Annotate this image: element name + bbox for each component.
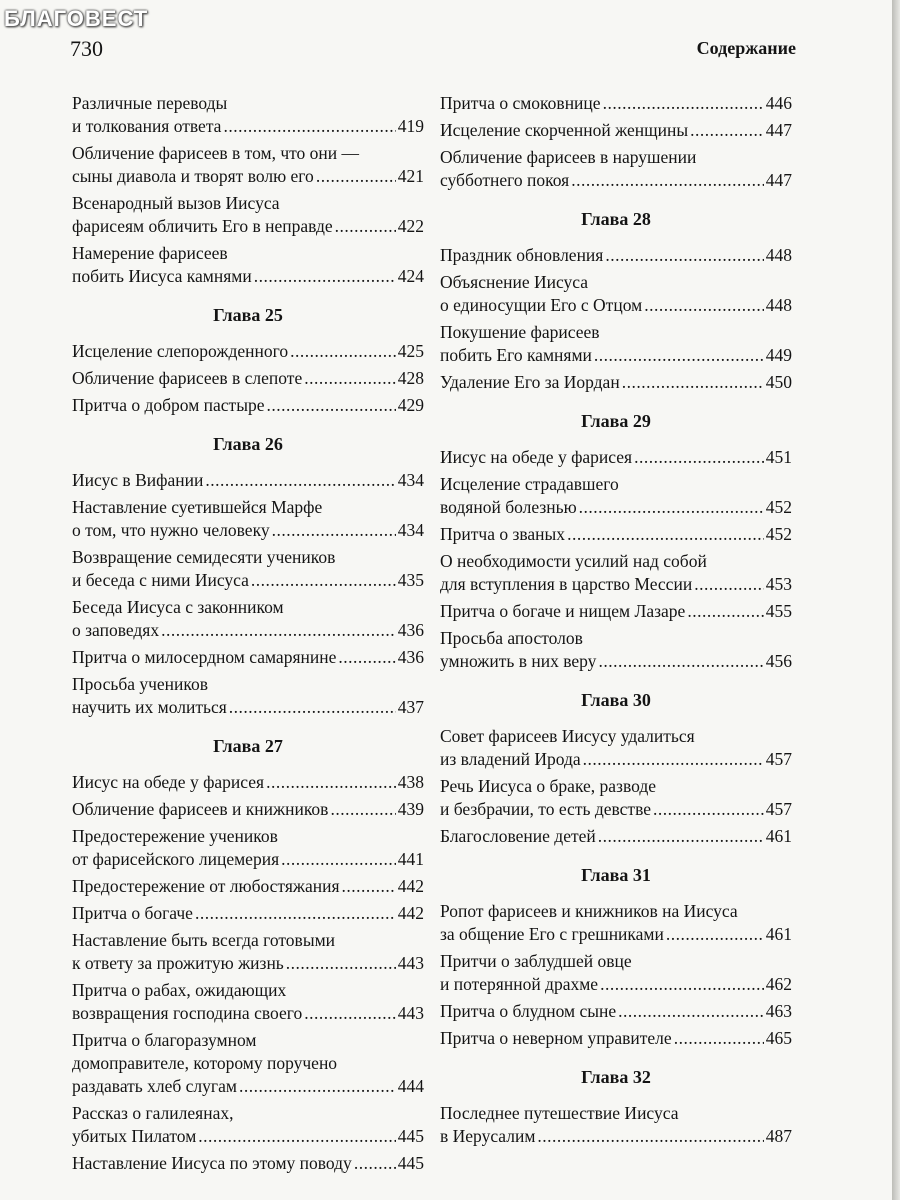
toc-entry-title-line: Благословение детей (440, 826, 596, 846)
toc-entry-title-line: Притча о рабах, ожидающих (72, 980, 287, 1000)
dot-leader (254, 265, 396, 288)
toc-entry-title-line: Возвращение семидесяти учеников (72, 547, 336, 567)
toc-page-number: 462 (765, 974, 792, 994)
toc-page-number: 465 (765, 1028, 792, 1048)
toc-entry-title-line: домоправителе, которому поручено (72, 1053, 338, 1073)
toc-page-number: 448 (765, 295, 792, 315)
toc-entry-title-line: о заповедях (72, 620, 160, 640)
toc-page-number: 447 (765, 170, 792, 190)
toc-entry-title-line: за общение Его с грешниками (440, 924, 664, 944)
chapter-heading: Глава 25 (213, 305, 283, 325)
toc-entry (440, 473, 792, 519)
toc-entry (440, 900, 792, 946)
toc-entry-title-line: раздавать хлеб слугам (72, 1076, 237, 1096)
dot-leader (687, 600, 763, 623)
toc-entry (72, 92, 424, 138)
toc-entry (72, 1152, 424, 1175)
toc-page-number: 424 (397, 266, 424, 286)
toc-entry-title-line: Просьба учеников (72, 674, 209, 694)
toc-entry-title-line: Притча о смоковнице (440, 93, 601, 113)
dot-leader (335, 215, 396, 238)
dot-leader (583, 748, 764, 771)
toc-page-number: 437 (397, 697, 424, 717)
toc-entry (72, 496, 424, 542)
page-number: 730 (70, 36, 103, 61)
toc-page-number: 443 (397, 953, 424, 973)
toc-entry (72, 1102, 424, 1148)
toc-entry-title-line: в Иерусалим (440, 1126, 536, 1146)
toc-page-number: 457 (765, 799, 792, 819)
dot-leader (161, 619, 396, 642)
dot-leader (266, 394, 395, 417)
toc-page-number: 435 (397, 570, 424, 590)
toc-entry-title-line: Притча о благоразумном (72, 1030, 257, 1050)
toc-entry-title-line: Наставление быть всегда готовыми (72, 930, 336, 950)
toc-entry (440, 775, 792, 821)
dot-leader (537, 1125, 763, 1148)
toc-entry (72, 394, 424, 417)
toc-entry-title-line: Обличение фарисеев и книжников (72, 799, 329, 819)
toc-entry (72, 469, 424, 492)
toc-entry-title-line: Притча о богаче и нищем Лазаре (440, 601, 686, 621)
dot-leader (694, 573, 764, 596)
toc-entry (72, 192, 424, 238)
toc-page-number: 449 (765, 345, 792, 365)
toc-page-number: 446 (765, 93, 792, 113)
chapter-heading: Глава 26 (213, 434, 283, 454)
toc-page-number: 451 (765, 447, 792, 467)
dot-leader (594, 344, 764, 367)
toc-entry-title-line: Притча о званых (440, 524, 566, 544)
toc-entry-title-line: Исцеление скорченной женщины (440, 120, 689, 140)
toc-entry-title-line: побить Его камнями (440, 345, 592, 365)
page-edge (892, 0, 900, 1200)
toc-entry (440, 523, 792, 546)
toc-entry (440, 146, 792, 192)
toc-entry-title-line: Беседа Иисуса с законником (72, 597, 284, 617)
toc-entry (440, 1000, 792, 1023)
dot-leader (304, 367, 396, 390)
toc-entry (72, 825, 424, 871)
toc-page-number: 455 (765, 601, 792, 621)
toc-page-number: 461 (765, 924, 792, 944)
dot-leader (579, 496, 764, 519)
chapter-heading: Глава 32 (581, 1067, 651, 1087)
toc-page-number: 452 (765, 497, 792, 517)
dot-leader (674, 1027, 764, 1050)
toc-entry-title-line: Исцеление страдавшего (440, 474, 619, 494)
dot-leader (571, 169, 764, 192)
dot-leader (666, 923, 764, 946)
toc-entry (72, 367, 424, 390)
toc-entry (440, 119, 792, 142)
toc-page-number: 421 (397, 166, 424, 186)
dot-leader (304, 1002, 396, 1025)
toc-entry (72, 979, 424, 1025)
toc-entry-title-line: Объяснение Иисуса (440, 272, 589, 292)
toc-entry-title-line: из владений Ирода (440, 749, 581, 769)
toc-page-number: 422 (397, 216, 424, 236)
dot-leader (634, 446, 764, 469)
toc-page-number: 439 (397, 799, 424, 819)
dot-leader (644, 294, 764, 317)
toc-entry-title-line: Притча о милосердном самарянине (72, 647, 337, 667)
dot-leader (316, 165, 396, 188)
toc-entry-title-line: о единосущии Его с Отцом (440, 295, 643, 315)
toc-entry (440, 825, 792, 848)
toc-entry-title-line: Последнее путешествие Иисуса (440, 1103, 679, 1123)
toc-entry-title-line: для вступления в царство Мессии (440, 574, 693, 594)
toc-entry-title-line: умножить в них веру (440, 651, 597, 671)
dot-leader (567, 523, 764, 546)
dot-leader (354, 1152, 396, 1175)
toc-entry-title-line: Иисус на обеде у фарисея (440, 447, 633, 467)
toc-entry-title-line: научить их молиться (72, 697, 227, 717)
toc-entry (72, 1029, 424, 1098)
toc-page-number: 444 (397, 1076, 424, 1096)
toc-page-number: 442 (397, 876, 424, 896)
dot-leader (198, 1125, 395, 1148)
toc-page-number: 453 (765, 574, 792, 594)
toc-entry-title-line: Притча о добром пастыре (72, 395, 265, 415)
dot-leader (603, 92, 764, 115)
toc-entry (72, 142, 424, 188)
toc-entry (72, 242, 424, 288)
toc-page-number: 419 (397, 116, 424, 136)
toc-entry (440, 92, 792, 115)
dot-leader (598, 825, 764, 848)
toc-entry (72, 798, 424, 821)
toc-entry-title-line: Иисус на обеде у фарисея (72, 772, 265, 792)
toc-entry-title-line: Предостережение от любостяжания (72, 876, 340, 896)
toc-page-number: 429 (397, 395, 424, 415)
toc-entry-title-line: и безбрачии, то есть девстве (440, 799, 651, 819)
dot-leader (330, 798, 395, 821)
chapter-heading: Глава 27 (213, 736, 283, 756)
toc-entry-title-line: и потерянной драхме (440, 974, 599, 994)
toc-entry-title-line: Совет фарисеев Иисусу удалиться (440, 726, 695, 746)
toc-page-number: 434 (397, 520, 424, 540)
dot-leader (342, 875, 396, 898)
toc-page-number: 447 (765, 120, 792, 140)
toc-entry-title-line: Наставление Иисуса по этому поводу (72, 1153, 352, 1173)
toc-entry-title-line: Притчи о заблудшей овце (440, 951, 632, 971)
dot-leader (205, 469, 395, 492)
toc-entry (440, 725, 792, 771)
toc-page-number: 443 (397, 1003, 424, 1023)
toc-entry-title-line: сыны диавола и творят волю его (72, 166, 314, 186)
toc-entry-title-line: Праздник обновления (440, 245, 604, 265)
toc-page-number: 428 (397, 368, 424, 388)
toc-entry-title-line: Рассказ о галилеянах, (72, 1103, 234, 1123)
dot-leader (290, 340, 396, 363)
dot-leader (622, 371, 764, 394)
chapter-heading: Глава 28 (581, 209, 651, 229)
dot-leader (195, 902, 396, 925)
toc-column-right (440, 92, 792, 1152)
toc-entry (440, 600, 792, 623)
dot-leader (598, 650, 763, 673)
chapter-heading: Глава 29 (581, 411, 651, 431)
toc-page-number: 445 (397, 1126, 424, 1146)
toc-entry-title-line: водяной болезнью (440, 497, 577, 517)
toc-page-number: 452 (765, 524, 792, 544)
dot-leader (286, 952, 396, 975)
dot-leader (618, 1000, 764, 1023)
toc-entry (72, 596, 424, 642)
toc-entry (440, 950, 792, 996)
toc-entry-title-line: Удаление Его за Иордан (440, 372, 620, 392)
toc-page-number: 456 (765, 651, 792, 671)
toc-entry (72, 929, 424, 975)
toc-entry-title-line: и толкования ответа (72, 116, 222, 136)
toc-entry-title-line: Намерение фарисеев (72, 243, 228, 263)
toc-entry (72, 875, 424, 898)
toc-entry (72, 902, 424, 925)
toc-entry (72, 646, 424, 669)
toc-page-number: 487 (765, 1126, 792, 1146)
toc-page-number: 438 (397, 772, 424, 792)
toc-entry-title-line: побить Иисуса камнями (72, 266, 252, 286)
toc-entry-title-line: фарисеям обличить Его в неправде (72, 216, 333, 236)
dot-leader (239, 1075, 396, 1098)
toc-entry (72, 673, 424, 719)
toc-entry-title-line: Притча о неверном управителе (440, 1028, 672, 1048)
toc-entry-title-line: Притча о богаче (72, 903, 193, 923)
chapter-heading: Глава 30 (581, 690, 651, 710)
dot-leader (600, 973, 764, 996)
toc-page-number: 442 (397, 903, 424, 923)
toc-entry-title-line: О необходимости усилий над собой (440, 551, 707, 571)
toc-entry-title-line: Просьба апостолов (440, 628, 583, 648)
dot-leader (251, 569, 396, 592)
watermark-logo: БЛАГОВЕСТ (4, 6, 149, 31)
toc-entry-title-line: убитых Пилатом (72, 1126, 197, 1146)
toc-entry (440, 1027, 792, 1050)
toc-page-number: 425 (397, 341, 424, 361)
dot-leader (229, 696, 396, 719)
toc-entry (440, 271, 792, 317)
toc-entry (440, 627, 792, 673)
toc-entry-title-line: Речь Иисуса о браке, разводе (440, 776, 657, 796)
toc-column-left (72, 92, 424, 1179)
dot-leader (690, 119, 764, 142)
toc-entry-title-line: Обличение фарисеев в нарушении (440, 147, 697, 167)
toc-entry-title-line: субботнего покоя (440, 170, 570, 190)
toc-entry-title-line: Иисус в Вифании (72, 470, 204, 490)
toc-page-number: 448 (765, 245, 792, 265)
toc-entry-title-line: Обличение фарисеев в том, что они — (72, 143, 360, 163)
toc-entry-title-line: Покушение фарисеев (440, 322, 600, 342)
toc-entry (440, 550, 792, 596)
toc-page-number: 461 (765, 826, 792, 846)
toc-entry (440, 244, 792, 267)
toc-entry-title-line: Всенародный вызов Иисуса (72, 193, 280, 213)
toc-page-number: 445 (397, 1153, 424, 1173)
toc-page-number: 450 (765, 372, 792, 392)
toc-entry-title-line: возвращения господина своего (72, 1003, 303, 1023)
toc-entry-title-line: Притча о блудном сыне (440, 1001, 617, 1021)
dot-leader (281, 848, 396, 871)
running-header-title: Содержание (696, 38, 796, 58)
toc-entry-title-line: Исцеление слепорожденного (72, 341, 289, 361)
toc-entry-title-line: Обличение фарисеев в слепоте (72, 368, 303, 388)
toc-entry-title-line: о том, что нужно человеку (72, 520, 270, 540)
toc-entry-title-line: Предостережение учеников (72, 826, 278, 846)
toc-page-number: 436 (397, 647, 424, 667)
chapter-heading: Глава 31 (581, 865, 651, 885)
toc-entry-title-line: Ропот фарисеев и книжников на Иисуса (440, 901, 738, 921)
dot-leader (338, 646, 395, 669)
toc-page-number: 434 (397, 470, 424, 490)
toc-entry (440, 1102, 792, 1148)
toc-entry-title-line: и беседа с ними Иисуса (72, 570, 249, 590)
toc-page-number: 436 (397, 620, 424, 640)
dot-leader (272, 519, 396, 542)
toc-entry-title-line: Наставление суетившейся Марфе (72, 497, 323, 517)
dot-leader (223, 115, 395, 138)
dot-leader (653, 798, 764, 821)
toc-page-number: 463 (765, 1001, 792, 1021)
toc-page-number: 441 (397, 849, 424, 869)
toc-entry-title-line: к ответу за прожитую жизнь (72, 953, 284, 973)
toc-entry (72, 546, 424, 592)
toc-entry (440, 321, 792, 367)
toc-page-number: 457 (765, 749, 792, 769)
toc-entry (72, 340, 424, 363)
toc-entry (440, 446, 792, 469)
toc-entry (72, 771, 424, 794)
toc-entry-title-line: Различные переводы (72, 93, 228, 113)
toc-entry-title-line: от фарисейского лицемерия (72, 849, 280, 869)
toc-entry (440, 371, 792, 394)
dot-leader (266, 771, 396, 794)
dot-leader (605, 244, 763, 267)
